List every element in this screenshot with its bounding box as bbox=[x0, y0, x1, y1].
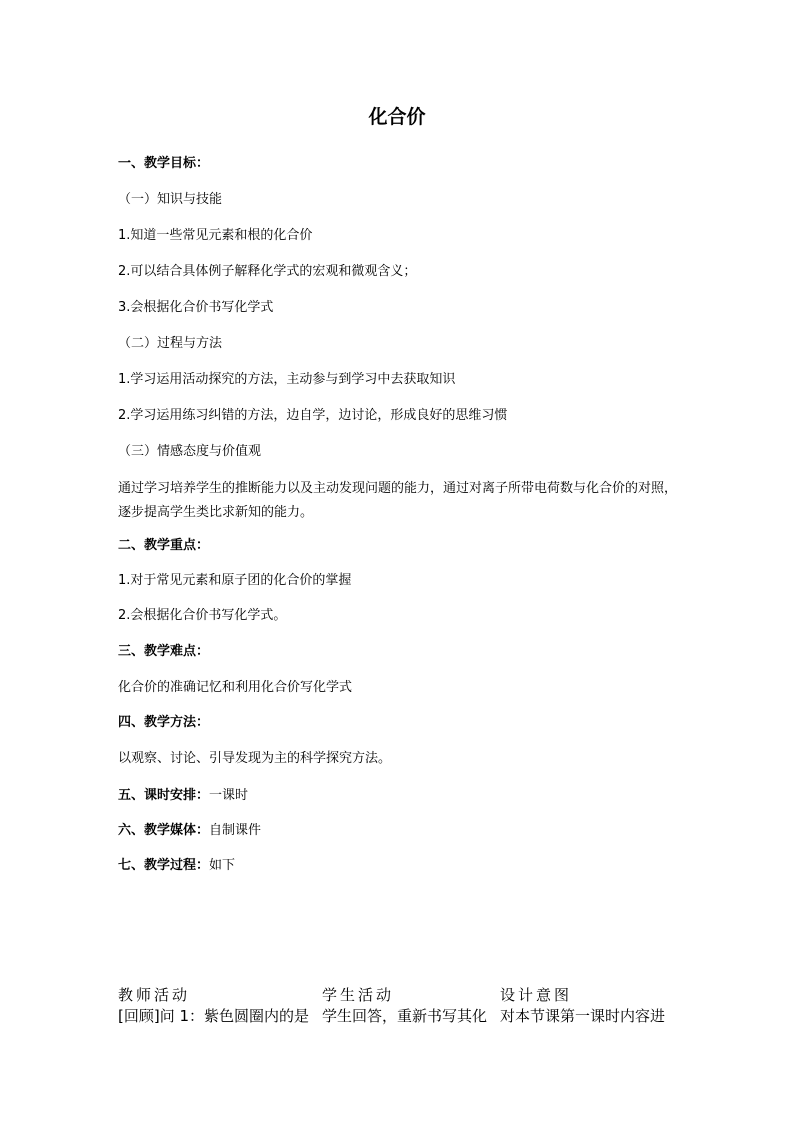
table-cell-teacher: [回顾]问 1：紫色圆圈内的是 bbox=[118, 1007, 310, 1025]
heading-text: 一课时 bbox=[209, 788, 249, 803]
section-heading-difficulty bbox=[118, 642, 209, 662]
list-item: 2.会根据化合价书写化学式。 bbox=[118, 608, 287, 623]
heading-label: 六、教学媒体： bbox=[118, 823, 210, 838]
list-item: 1.学习运用活动探究的方法，主动参与到学习中去获取知识 bbox=[118, 372, 456, 387]
method-text: 以观察、讨论、引导发现为主的科学探究方法。 bbox=[118, 751, 392, 766]
heading-label: 一、教学目标： bbox=[118, 156, 210, 171]
subheading-values: （三）情感态度与价值观 bbox=[118, 444, 262, 459]
section-heading-process bbox=[118, 856, 235, 876]
heading-text: 自制课件 bbox=[209, 823, 262, 838]
lesson-process-table bbox=[118, 984, 718, 1028]
subheading-knowledge: （一）知识与技能 bbox=[118, 192, 223, 207]
section-heading-schedule bbox=[118, 786, 248, 806]
heading-text: 如下 bbox=[209, 858, 236, 873]
section-heading-objectives bbox=[118, 154, 209, 174]
column-header-teacher: 教师活动 bbox=[118, 986, 191, 1004]
list-item: 3.会根据化合价书写化学式 bbox=[118, 300, 274, 315]
heading-label: 三、教学难点： bbox=[118, 644, 210, 659]
heading-label: 四、教学方法： bbox=[118, 715, 210, 730]
values-paragraph: 通过学习培养学生的推断能力以及主动发现问题的能力，通过对离子所带电荷数与化合价的对照，逐步提高学生类比求新知的能力。 bbox=[118, 481, 678, 520]
section-heading-media bbox=[118, 821, 261, 841]
column-header-student: 学生活动 bbox=[322, 986, 395, 1004]
list-item: 1.对于常见元素和原子团的化合价的掌握 bbox=[118, 573, 352, 588]
table-cell-student: 学生回答，重新书写其化 bbox=[322, 1007, 488, 1025]
section-heading-focus bbox=[118, 536, 209, 556]
heading-label: 七、教学过程： bbox=[118, 858, 210, 873]
list-item: 1.知道一些常见元素和根的化合价 bbox=[118, 228, 313, 243]
difficulty-text: 化合价的准确记忆和利用化合价写化学式 bbox=[118, 680, 353, 695]
list-item: 2.可以结合具体例子解释化学式的宏观和微观含义； bbox=[118, 264, 417, 279]
column-header-intent: 设计意图 bbox=[500, 986, 573, 1004]
heading-label: 二、教学重点： bbox=[118, 538, 210, 553]
subheading-process: （二）过程与方法 bbox=[118, 336, 223, 351]
list-item: 2.学习运用练习纠错的方法，边自学，边讨论，形成良好的思维习惯 bbox=[118, 408, 508, 423]
page-title: 化合价 bbox=[368, 106, 426, 128]
section-heading-method bbox=[118, 713, 209, 733]
heading-label: 五、课时安排： bbox=[118, 788, 210, 803]
table-cell-intent: 对本节课第一课时内容进 bbox=[500, 1007, 666, 1025]
